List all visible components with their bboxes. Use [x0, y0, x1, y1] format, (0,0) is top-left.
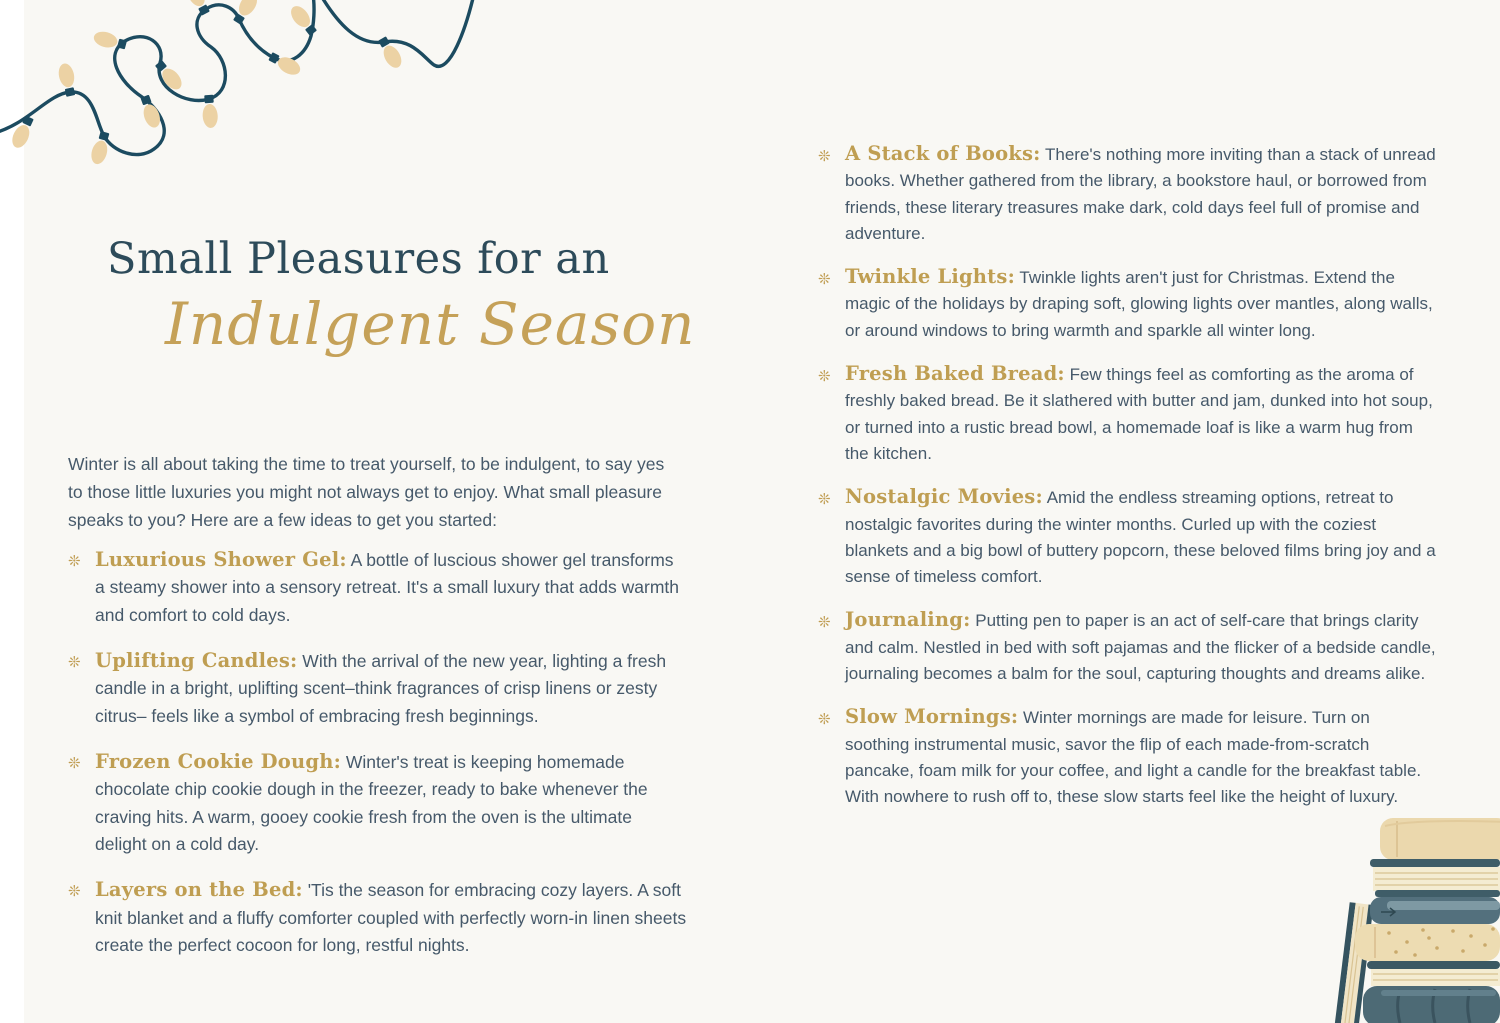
- snowflake-bullet-icon: ❊: [818, 367, 831, 386]
- snowflake-bullet-icon: ❊: [818, 147, 831, 165]
- pleasure-item: [820, 361, 1438, 467]
- pleasure-description: There's nothing more inviting than a stack of unread books. Whether gathered from the library, a bookstore haul, or borrowed from friends, these literary treasures make dark, cold days feel full of promise and adventure.: [845, 145, 1436, 243]
- pleasure-heading: Fresh Baked Bread:: [845, 362, 1065, 386]
- pleasure-description: Winter's treat is keeping homemade chocolate chip cookie dough in the freezer, ready to bake whenever the craving hits. A warm, gooey cookie fresh from the oven is the ultimate delight on a cold day.: [95, 751, 648, 854]
- pleasure-item: [70, 748, 688, 859]
- page-title-line1: Small Pleasures for an: [107, 234, 610, 284]
- light-bulbs: [9, 0, 405, 166]
- pleasure-description: 'Tis the season for embracing cozy layers. A soft knit blanket and a fluffy comforter coupled with perfectly worn-in linen sheets create the perfect cocoon for long, restful nights.: [95, 880, 687, 955]
- pleasure-heading: Twinkle Lights:: [845, 265, 1015, 289]
- book-stack-illustration: [1325, 800, 1500, 1023]
- pleasure-heading: Journaling:: [845, 608, 971, 632]
- pleasure-heading: Uplifting Candles:: [95, 648, 298, 672]
- pleasure-item: [70, 647, 688, 731]
- pleasure-description: With the arrival of the new year, lighting a fresh candle in a bright, uplifting scent–think fragrances of crisp linens or zesty citrus– feels like a symbol of embracing fresh beginnings.: [95, 650, 667, 726]
- pleasure-item: [70, 876, 688, 960]
- pleasure-description: A bottle of luscious shower gel transforms a steamy shower into a sensory retreat. It's a small luxury that adds warmth and comfort to cold days.: [95, 549, 679, 625]
- pleasure-heading: A Stack of Books:: [845, 142, 1041, 165]
- pleasure-description: Amid the endless streaming options, retreat to nostalgic favorites during the winter months. Curled up with the coziest blankets and a big bowl of buttery popcorn, these beloved films bring joy and a sense of timeless comfort.: [845, 488, 1436, 587]
- pleasure-description: Putting pen to paper is an act of self-care that brings clarity and calm. Nestled in bed with soft pajamas and the flicker of a bedside candle, journaling becomes a balm for the soul, capturing thoughts and dreams alike.: [845, 611, 1436, 684]
- pleasure-heading: Layers on the Bed:: [95, 878, 303, 901]
- pleasure-heading: Nostalgic Movies:: [845, 485, 1043, 509]
- page-title-line2: Indulgent Season: [165, 290, 696, 358]
- pleasure-item: [820, 607, 1438, 687]
- pleasure-item: [70, 546, 688, 630]
- snowflake-bullet-icon: ❊: [68, 551, 81, 570]
- pleasure-description: Twinkle lights aren't just for Christmas. Extend the magic of the holidays by draping soft, glowing lights over mantles, along walls, or around windows to bring warmth and sparkle all winter long.: [845, 268, 1433, 340]
- intro-paragraph: Winter is all about taking the time to treat yourself, to be indulgent, to say yes to those little luxuries you might not always get to enjoy. What small pleasure speaks to you? Here are a few ideas to get you started:: [68, 453, 665, 530]
- pleasure-heading: Luxurious Shower Gel:: [95, 547, 347, 571]
- pleasure-item: [820, 141, 1438, 247]
- snowflake-bullet-icon: ❊: [818, 270, 831, 289]
- pleasure-heading: Frozen Cookie Dough:: [95, 749, 341, 773]
- snowflake-bullet-icon: ❊: [818, 613, 831, 632]
- left-pleasure-list: [70, 528, 688, 974]
- snowflake-bullet-icon: ❊: [68, 882, 81, 900]
- pleasure-item: [820, 484, 1438, 590]
- snowflake-bullet-icon: ❊: [68, 753, 81, 772]
- string-lights-illustration: [0, 0, 490, 180]
- snowflake-bullet-icon: ❊: [818, 710, 831, 729]
- pleasure-item: [820, 264, 1438, 344]
- snowflake-bullet-icon: ❊: [68, 652, 81, 671]
- pleasure-heading: Slow Mornings:: [845, 705, 1019, 729]
- pleasure-description: Winter mornings are made for leisure. Turn on soothing instrumental music, savor the flip of each made-from-scratch pancake, foam milk for your coffee, and light a candle for the breakfast table. With nowhere to rush off to, these slow starts feel like the height of luxury.: [845, 708, 1422, 807]
- right-pleasure-list: [820, 124, 1438, 826]
- snowflake-bullet-icon: ❊: [818, 490, 831, 509]
- pleasure-item: [820, 704, 1438, 810]
- pleasure-description: Few things feel as comforting as the aroma of freshly baked bread. Be it slathered with butter and jam, dunked into hot soup, or turned into a rustic bread bowl, a homemade loaf is like a warm hug from the kitchen.: [845, 365, 1433, 463]
